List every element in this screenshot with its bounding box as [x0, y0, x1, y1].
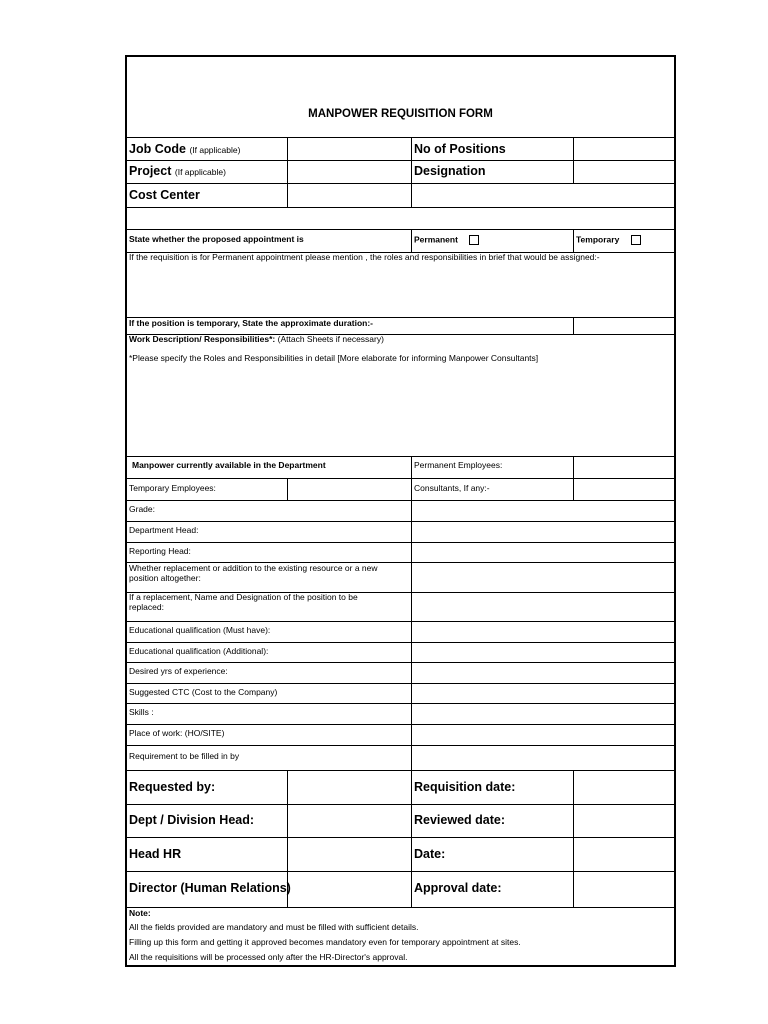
- project-field[interactable]: [288, 161, 410, 183]
- education-additional-label: Educational qualification (Additional):: [129, 646, 269, 656]
- temporary-checkbox[interactable]: [631, 235, 641, 245]
- place-of-work-label: Place of work: (HO/SITE): [129, 728, 225, 738]
- temporary-employees-label: Temporary Employees:: [129, 483, 216, 493]
- dept-head-field[interactable]: [288, 805, 410, 837]
- temporary-duration-field[interactable]: [574, 318, 674, 334]
- director-label: Director (Human Relations): [129, 881, 291, 895]
- note-line: All the requisitions will be processed only after the HR-Director's approval.: [129, 952, 408, 962]
- education-additional-field[interactable]: [412, 643, 674, 662]
- permanent-label: Permanent: [414, 234, 458, 245]
- place-of-work-field[interactable]: [412, 725, 674, 745]
- cost-center-label: Cost Center: [129, 188, 200, 202]
- requirement-by-field[interactable]: [412, 746, 674, 770]
- work-description-field[interactable]: [128, 367, 673, 455]
- requirement-by-label: Requirement to be filled in by: [129, 751, 240, 761]
- experience-label: Desired yrs of experience:: [129, 666, 228, 676]
- experience-field[interactable]: [412, 663, 674, 683]
- dept-head-label: Dept / Division Head:: [129, 813, 255, 827]
- consultants-label: Consultants, If any:-: [414, 483, 490, 493]
- ctc-label: Suggested CTC (Cost to the Company): [129, 687, 278, 697]
- department-head-field[interactable]: [412, 522, 674, 542]
- manpower-available-label: Manpower currently available in the Department: [132, 460, 326, 470]
- temporary-option[interactable]: [576, 235, 641, 245]
- education-must-have-label: Educational qualification (Must have):: [129, 625, 271, 635]
- work-description-label: Work Description/ Responsibilities*: (Attach Sheets if necessary): [129, 334, 384, 344]
- reviewed-date-field[interactable]: [574, 805, 674, 837]
- permanent-option[interactable]: [414, 235, 479, 245]
- temporary-label: Temporary: [576, 234, 620, 245]
- requisition-form: [125, 55, 676, 967]
- temporary-employees-field[interactable]: [288, 479, 410, 500]
- permanent-checkbox[interactable]: [469, 235, 479, 245]
- reviewed-date-label: Reviewed date:: [414, 813, 506, 827]
- date-field[interactable]: [574, 838, 674, 871]
- permanent-employees-label: Permanent Employees:: [414, 460, 503, 470]
- replacement-or-addition-label: Whether replacement or addition to the existing resource or a new position altogether:: [129, 563, 378, 583]
- designation-label: Designation: [414, 164, 486, 178]
- appointment-question: State whether the proposed appointment is: [129, 234, 304, 244]
- work-description-note: *Please specify the Roles and Responsibilities in detail [More elaborate for informing Manpower Consultants]: [129, 353, 539, 363]
- project-label: Project (If applicable): [129, 164, 226, 178]
- replacement-or-addition-field[interactable]: [412, 563, 674, 592]
- form-title: MANPOWER REQUISITION FORM: [308, 108, 493, 120]
- permanent-roles-field[interactable]: [128, 267, 673, 315]
- grade-field[interactable]: [412, 501, 674, 521]
- director-field[interactable]: [288, 872, 410, 907]
- designation-field[interactable]: [574, 161, 674, 183]
- consultants-field[interactable]: [574, 479, 674, 500]
- date-label: Date:: [414, 847, 446, 861]
- no-of-positions-field[interactable]: [574, 138, 674, 160]
- note-label: Note:: [129, 908, 151, 918]
- permanent-note: If the requisition is for Permanent appointment please mention , the roles and responsibilities in brief that would be assigned:-: [129, 252, 600, 262]
- ctc-field[interactable]: [412, 684, 674, 703]
- permanent-employees-field[interactable]: [574, 457, 674, 478]
- job-code-label: Job Code (If applicable): [129, 142, 241, 156]
- approval-date-field[interactable]: [574, 872, 674, 907]
- grade-label: Grade:: [129, 504, 155, 514]
- note-line: All the fields provided are mandatory and must be filled with sufficient details.: [129, 922, 419, 932]
- department-head-label: Department Head:: [129, 525, 199, 535]
- reporting-head-field[interactable]: [412, 543, 674, 562]
- skills-field[interactable]: [412, 704, 674, 724]
- skills-label: Skills :: [129, 707, 154, 717]
- approval-date-label: Approval date:: [414, 881, 502, 895]
- head-hr-field[interactable]: [288, 838, 410, 871]
- job-code-field[interactable]: [288, 138, 410, 160]
- requested-by-field[interactable]: [288, 771, 410, 804]
- replacement-position-label: If a replacement, Name and Designation of the position to be replaced:: [129, 592, 358, 612]
- note-line: Filling up this form and getting it approved becomes mandatory even for temporary appointment at sites.: [129, 937, 521, 947]
- no-of-positions-label: No of Positions: [414, 142, 506, 156]
- reporting-head-label: Reporting Head:: [129, 546, 191, 556]
- replacement-position-field[interactable]: [412, 593, 674, 621]
- education-must-have-field[interactable]: [412, 622, 674, 642]
- requisition-date-label: Requisition date:: [414, 780, 516, 794]
- requested-by-label: Requested by:: [129, 780, 216, 794]
- head-hr-label: Head HR: [129, 847, 182, 861]
- requisition-date-field[interactable]: [574, 771, 674, 804]
- cost-center-field[interactable]: [288, 184, 674, 207]
- temporary-duration-label: If the position is temporary, State the approximate duration:-: [129, 318, 374, 328]
